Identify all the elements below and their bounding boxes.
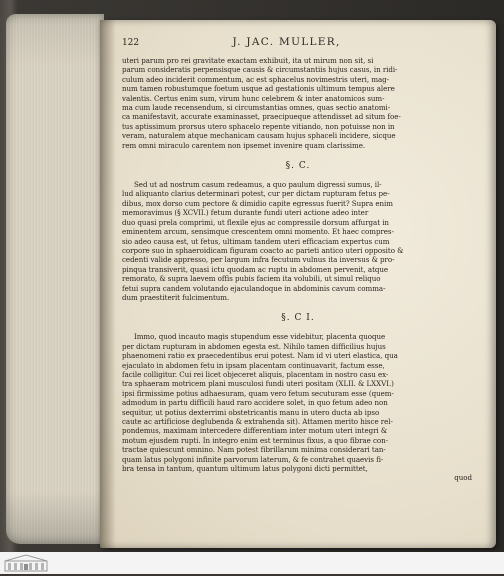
text-line: corpore suo in sphaeroidicam figuram coacto ac parieti antico uteri opposito & [122, 245, 404, 255]
library-building-icon[interactable] [4, 554, 48, 576]
text-line: tractae quiescunt omnino. Nam potest fibrillarum minima considerari tan- [122, 445, 386, 455]
text-line: caute ac artificiose deglubenda & extrahenda sit). Attamen merito hisce rel- [122, 417, 393, 426]
page-header [122, 38, 474, 52]
text-line: uteri parum pro rei gravitate exactam exhibuit, ita ut mirum non sit, si [122, 56, 374, 65]
page-number: 122 [122, 38, 140, 48]
text-line: dibus, mox dorso cum pectore & dimidio capite egressus fuerit? Supra enim [122, 198, 393, 208]
text-line: phaenomeni ratio ex praecedentibus erui potest. Nam id vi uteri elastica, qua [122, 351, 398, 361]
text-line: duo quasi prela comprimi, ut flexile ejus ac compressile dorsum affurgat in [122, 217, 389, 227]
text-line: veram, naturalem atque mechanicam causam hujus sphaceli incidere, sicque [122, 131, 396, 141]
text-line: quam latus polygoni infinite parvorum laterum, & fe contrahet quaevis fi- [122, 454, 384, 464]
book-page-edges [6, 14, 104, 544]
text-line: per dictam rupturam in abdomen egesta est. Nihilo tamen difficilius hujus [122, 341, 386, 351]
text-line: ipsi firmissime potius adhaesuram, quam vero fetum secuturam esse (quem- [122, 388, 394, 398]
text-line: bra tensa in tantum, quantum ultimum latus polygoni dicti permittet, [122, 464, 368, 474]
text-line: Immo, quod incauto magis stupendum esse videbitur, placenta quoque [134, 332, 386, 342]
text-line: ejaculato in abdomen fetu in ipsam placentam continuavarit, factum esse, [122, 360, 385, 370]
text-line: dum praestiterit fulcimentum. [122, 292, 230, 302]
text-line: tus aptissimum prorsus utero sphacelo repente vitiando, non potuisse non in [122, 121, 395, 131]
text-line: sio adeo causa est, ut fetus, ultimam tandem uteri efficaciam expertus cum [122, 236, 390, 246]
text-line: eminentem arcum, sensimque crescentem omni momento. Et haec compres- [122, 227, 394, 237]
catchword: quod [454, 473, 472, 483]
text-line: remorato, & supra laevem offis pubis faciem ita volubili, ut simul reliquo [122, 274, 381, 284]
text-line: parum consideratis perpensisque causis & circumstantiis hujus casus, in ridi- [122, 65, 398, 75]
text-line: motum ejusdem rupti. In integro enim est terminus fixus, a quo fibrae con- [122, 435, 389, 445]
section-heading-c: §. C. [285, 161, 311, 172]
text-line: memoravimus (§ XCVII.) fetum durante fundi uteri actione adeo inter [122, 208, 369, 218]
text-line: rem omni miraculo carentem non ipsemet invenire quam clarissime. [122, 140, 366, 150]
text-line: Sed ut ad nostrum casum redeamus, a quo paulum digressi sumus, il- [134, 180, 382, 190]
paragraph-1 [122, 56, 474, 150]
viewer-footer [0, 552, 504, 574]
text-line: admodum in partu difficili haud raro accidere solet, in quo fetum adeo non [122, 398, 388, 408]
text-line: pinqua transiverit, quasi ictu quodam ac ruptu in abdomen pervenit, atque [122, 264, 389, 274]
running-title: J. JAC. MULLER, [232, 36, 341, 48]
text-line: cedenti valide appresso, per largum infra fecutum vulnus ita inversus & pro- [122, 255, 395, 265]
text-line: num tamen robustumque foetum usque ad gestationis ultimum tempus alere [122, 84, 395, 94]
text-line: ca manifestavit, accurate examinasset, praecipueque attendisset ad situm foe- [122, 112, 401, 122]
paragraph-2 [122, 180, 474, 302]
text-line: lud aliquanto clarius determinari potest, cur per dictam rupturam fetus pe- [122, 189, 390, 199]
text-line: sequitur, ut potius dexterrimi obstetricantis manu in utero ducta ab ipso [122, 407, 380, 417]
text-line: fetui supra candem volutando ejaculandoque in abdominis cavum comma- [122, 283, 386, 293]
text-line: pondemus, maximam intercedere differentiam inter motum uteri integri & [122, 426, 388, 436]
paragraph-3 [122, 332, 474, 473]
text-line: ma cum laude recensendum, si circumstantias omnes, quas sectio anatomi- [122, 103, 391, 113]
page-gutter-shadow [100, 20, 116, 548]
section-heading-ci: §. C I. [281, 313, 315, 324]
page-text [122, 38, 474, 483]
text-line: facile colligitur. Cui rei licet objeceret aliquis, placentam in nostro casu ex- [122, 369, 389, 379]
text-line: valentis. Certus enim sum, virum hunc celebrem & inter anatomicos sum- [122, 93, 385, 103]
text-line: culum adeo inciderit commentum, ac est sphacelus novimestris uteri, mag- [122, 74, 390, 84]
text-line: tra sphaeram motricem plani musculosi fundi uteri positam (XLII. & LXXVI.) [122, 379, 394, 389]
